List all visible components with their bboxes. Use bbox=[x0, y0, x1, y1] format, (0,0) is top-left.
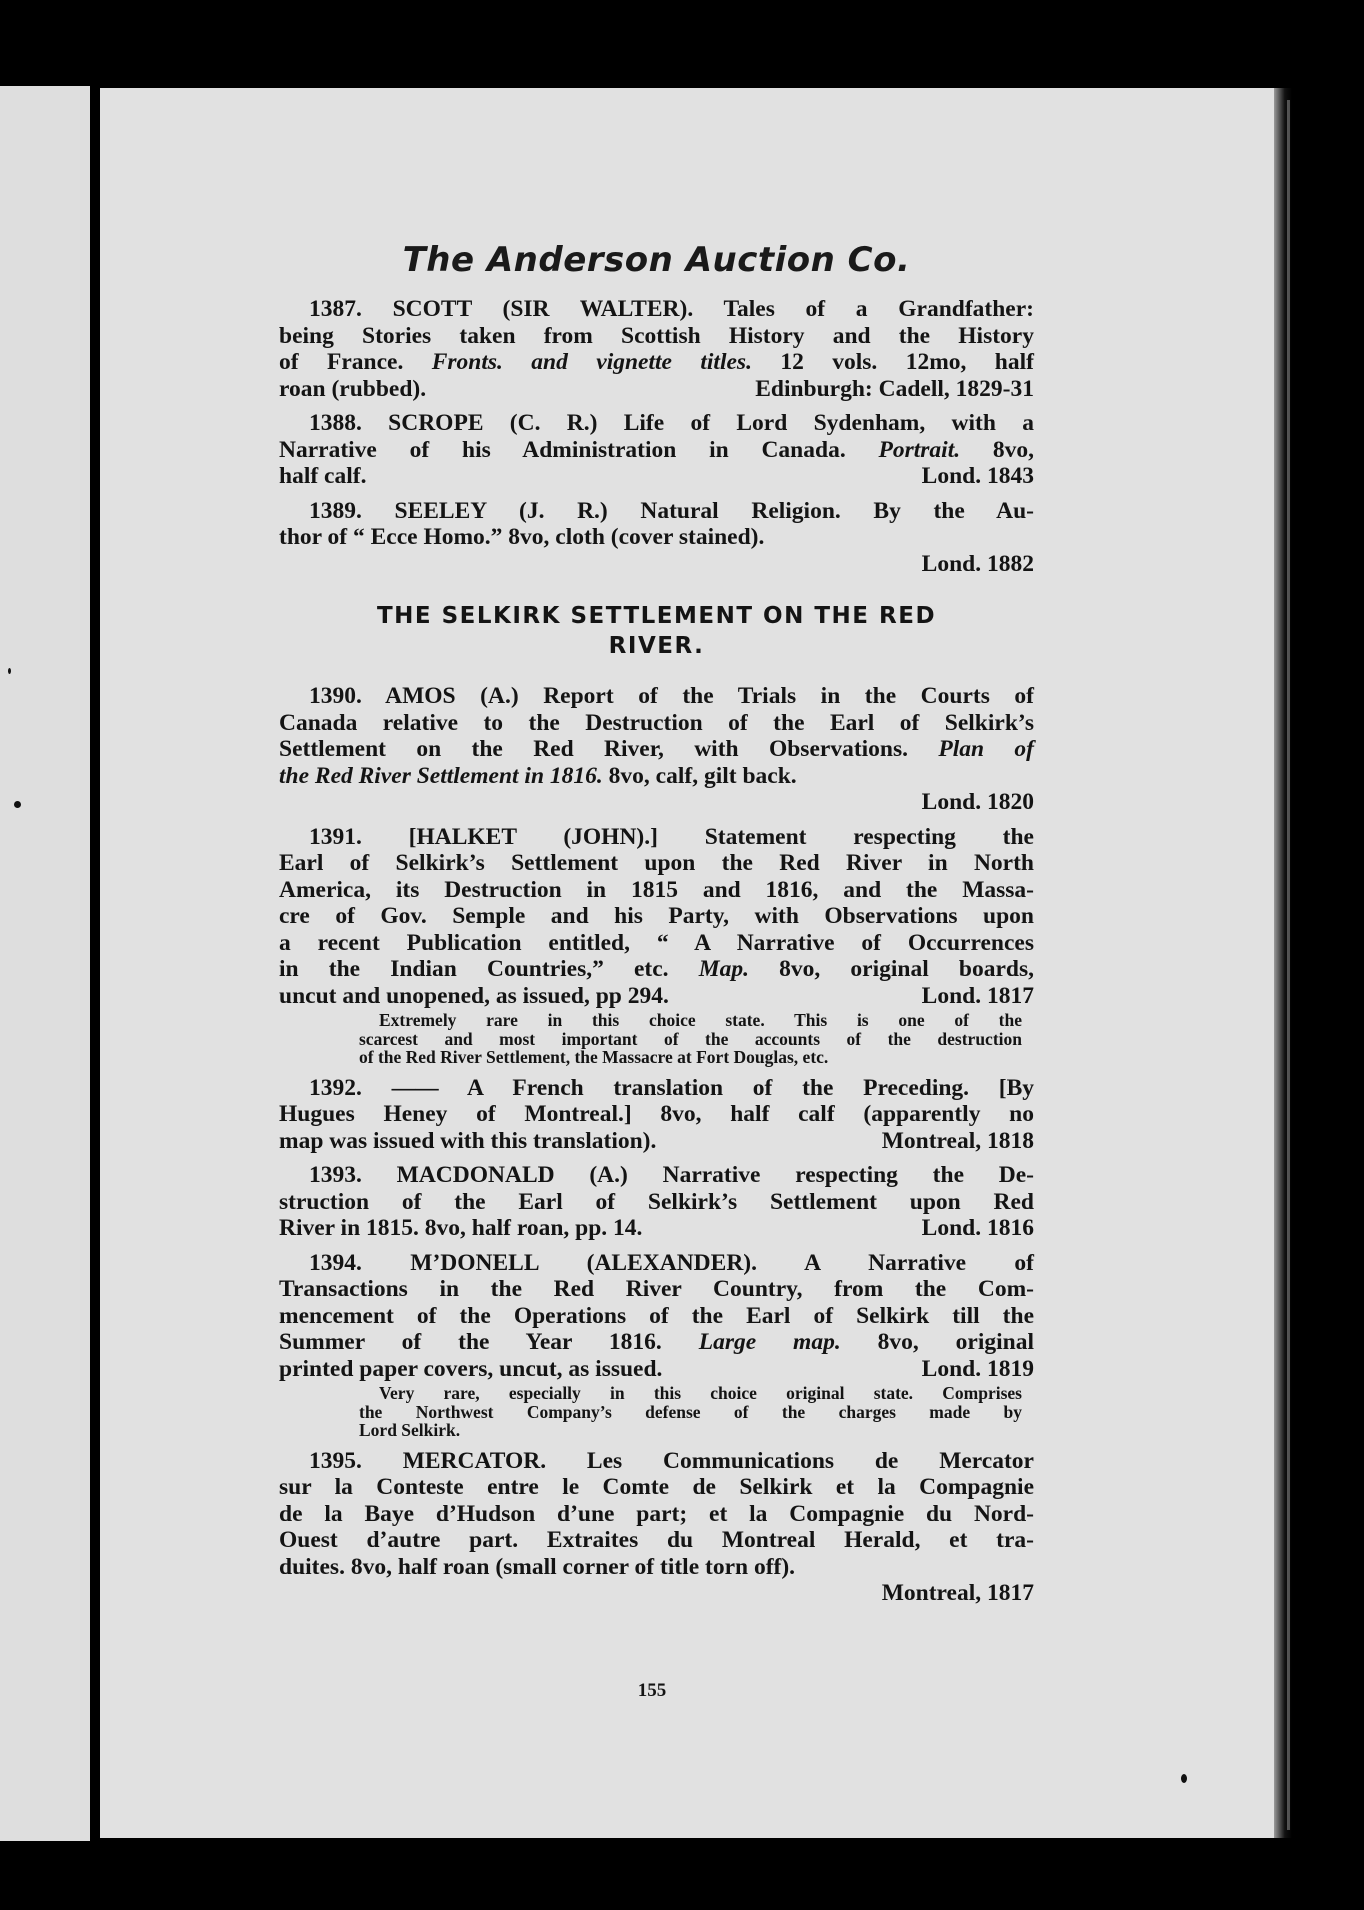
entry-imprint: Montreal, 1817 bbox=[881, 1580, 1034, 1606]
entry-imprint: Montreal, 1818 bbox=[881, 1127, 1034, 1154]
italic-text: the Red River Settlement in 1816. bbox=[279, 762, 603, 789]
catalogue-entry bbox=[279, 410, 1034, 490]
entry-last-line bbox=[279, 983, 1034, 1010]
entry-last-line bbox=[279, 463, 1034, 490]
entry-line: 1395. MERCATOR. Les Communications de Mercator bbox=[309, 1447, 1034, 1474]
entry-line: in the Indian Countries,” etc. Map. 8vo, original boards, bbox=[279, 956, 1034, 982]
note-line: scarcest and most important of the accounts of the destruction bbox=[359, 1028, 1022, 1049]
entry-line-text: roan (rubbed). bbox=[279, 375, 427, 402]
italic-text: Large map. bbox=[698, 1329, 841, 1355]
entry-line: 1389. SEELEY (J. R.) Natural Religion. By the Au- bbox=[309, 497, 1034, 524]
entry-line: a recent Publication entitled, “ A Narrative of Occurrences bbox=[279, 929, 1034, 956]
entry-line: 1394. M’DONELL (ALEXANDER). A Narrative of bbox=[309, 1249, 1034, 1276]
italic-text: Map. bbox=[698, 956, 749, 982]
entry-line: being Stories taken from Scottish History and the History bbox=[279, 322, 1034, 349]
page-content bbox=[279, 238, 1034, 1615]
note-line: Very rare, especially in this choice original state. Comprises bbox=[379, 1383, 1022, 1403]
entry-line: 1390. AMOS (A.) Report of the Trials in the Courts of bbox=[309, 683, 1034, 709]
catalogue-entry bbox=[279, 296, 1034, 402]
entry-line-text: map was issued with this translation). bbox=[279, 1127, 657, 1154]
entry-line-text: printed paper covers, uncut, as issued. bbox=[279, 1355, 663, 1382]
catalogue-entry bbox=[279, 683, 1034, 816]
entry-line: de la Baye d’Hudson d’une part; et la Compagnie du Nord- bbox=[279, 1500, 1034, 1527]
entry-note bbox=[359, 1384, 1022, 1440]
entry-imprint-line bbox=[279, 789, 1034, 816]
entry-last-line bbox=[279, 1128, 1034, 1155]
catalogue-entry bbox=[279, 498, 1034, 578]
catalogue-entry bbox=[279, 824, 1034, 1067]
entry-line: cre of Gov. Semple and his Party, with Observations upon bbox=[279, 903, 1034, 929]
entry-line-text: River in 1815. 8vo, half roan, pp. 14. bbox=[279, 1215, 643, 1241]
entry-imprint: Lond. 1816 bbox=[921, 1215, 1034, 1241]
page-number: 155 bbox=[637, 1680, 667, 1701]
entry-line: struction of the Earl of Selkirk’s Settlement upon Red bbox=[279, 1188, 1034, 1215]
entry-line: Transactions in the Red River Country, from the Com- bbox=[279, 1276, 1034, 1302]
section-heading-line: THE SELKIRK SETTLEMENT ON THE RED bbox=[376, 603, 937, 629]
section-heading-line: RIVER. bbox=[608, 633, 705, 659]
catalogue-entry bbox=[279, 1448, 1034, 1607]
entry-imprint-line bbox=[279, 551, 1034, 578]
entry-line: Narrative of his Administration in Canada. Portrait. 8vo, bbox=[279, 436, 1034, 463]
entry-line-text: half calf. bbox=[279, 463, 367, 489]
entry-line: America, its Destruction in 1815 and 1816, and the Massa- bbox=[279, 876, 1034, 903]
entry-line: 1391. [HALKET (JOHN).] Statement respecting the bbox=[309, 823, 1034, 850]
entry-line: Summer of the Year 1816. Large map. 8vo, original bbox=[279, 1329, 1034, 1355]
speck-mark bbox=[8, 668, 11, 674]
italic-text: Plan of bbox=[938, 736, 1035, 762]
catalogue-entries-after bbox=[279, 683, 1034, 1607]
entry-imprint: Edinburgh: Cadell, 1829-31 bbox=[755, 375, 1034, 402]
page-title: The Anderson Auction Co. bbox=[402, 240, 911, 280]
entry-imprint: Lond. 1817 bbox=[921, 982, 1034, 1009]
entry-line: thor of “ Ecce Homo.” 8vo, cloth (cover stained). bbox=[279, 524, 765, 550]
entry-line: Canada relative to the Destruction of the Earl of Selkirk’s bbox=[279, 709, 1034, 736]
entry-line: Hugues Heney of Montreal.] 8vo, half calf (apparently no bbox=[279, 1101, 1034, 1127]
entry-line: Ouest d’autre part. Extraites du Montreal Herald, et tra- bbox=[279, 1527, 1034, 1553]
catalogue-entry bbox=[279, 1250, 1034, 1440]
entry-line: 1388. SCROPE (C. R.) Life of Lord Sydenham, with a bbox=[309, 410, 1034, 436]
entry-line-text: uncut and unopened, as issued, pp 294. bbox=[279, 982, 669, 1009]
catalogue-entry bbox=[279, 1162, 1034, 1242]
speck-mark bbox=[1181, 1774, 1187, 1783]
entry-imprint: Lond. 1820 bbox=[921, 789, 1034, 815]
note-line: Lord Selkirk. bbox=[359, 1420, 461, 1440]
note-line: of the Red River Settlement, the Massacre at Fort Douglas, etc. bbox=[359, 1047, 829, 1067]
entry-line: sur la Conteste entre le Comte de Selkirk et la Compagnie bbox=[279, 1474, 1034, 1500]
catalogue-entry bbox=[279, 1075, 1034, 1155]
entry-line: 1387. SCOTT (SIR WALTER). Tales of a Grandfather: bbox=[309, 296, 1034, 322]
catalogue-entries-before bbox=[279, 296, 1034, 577]
entry-imprint: Lond. 1882 bbox=[921, 550, 1034, 577]
note-line: the Northwest Company’s defense of the charges made by bbox=[359, 1401, 1022, 1422]
entry-last-line bbox=[279, 1215, 1034, 1242]
entry-line: of France. Fronts. and vignette titles. 12 vols. 12mo, half bbox=[279, 349, 1034, 375]
entry-last-line bbox=[279, 1356, 1034, 1383]
italic-text: Fronts. and vignette titles. bbox=[431, 349, 752, 375]
italic-text: Portrait. bbox=[878, 436, 961, 463]
entry-line: 1392. —— A French translation of the Preceding. [By bbox=[309, 1074, 1034, 1101]
entry-last-line bbox=[279, 376, 1034, 403]
speck-mark bbox=[14, 801, 21, 808]
entry-line: the Red River Settlement in 1816. 8vo, calf, gilt back. bbox=[279, 762, 797, 789]
entry-line: 1393. MACDONALD (A.) Narrative respecting the De- bbox=[309, 1162, 1034, 1188]
entry-imprint: Lond. 1819 bbox=[921, 1355, 1034, 1382]
entry-imprint: Lond. 1843 bbox=[921, 463, 1034, 489]
entry-line: Earl of Selkirk’s Settlement upon the Red River in North bbox=[279, 850, 1034, 876]
entry-line: Settlement on the Red River, with Observations. Plan of bbox=[279, 736, 1035, 762]
section-heading bbox=[279, 601, 1034, 661]
entry-line: duites. 8vo, half roan (small corner of title torn off). bbox=[279, 1553, 796, 1580]
entry-imprint-line bbox=[279, 1580, 1034, 1607]
note-line: Extremely rare in this choice state. This is one of the bbox=[379, 1010, 1022, 1030]
entry-note bbox=[359, 1011, 1022, 1067]
page-edge-line bbox=[1287, 100, 1290, 1830]
entry-line: mencement of the Operations of the Earl of Selkirk till the bbox=[279, 1302, 1034, 1329]
left-page-edge bbox=[0, 86, 90, 1841]
